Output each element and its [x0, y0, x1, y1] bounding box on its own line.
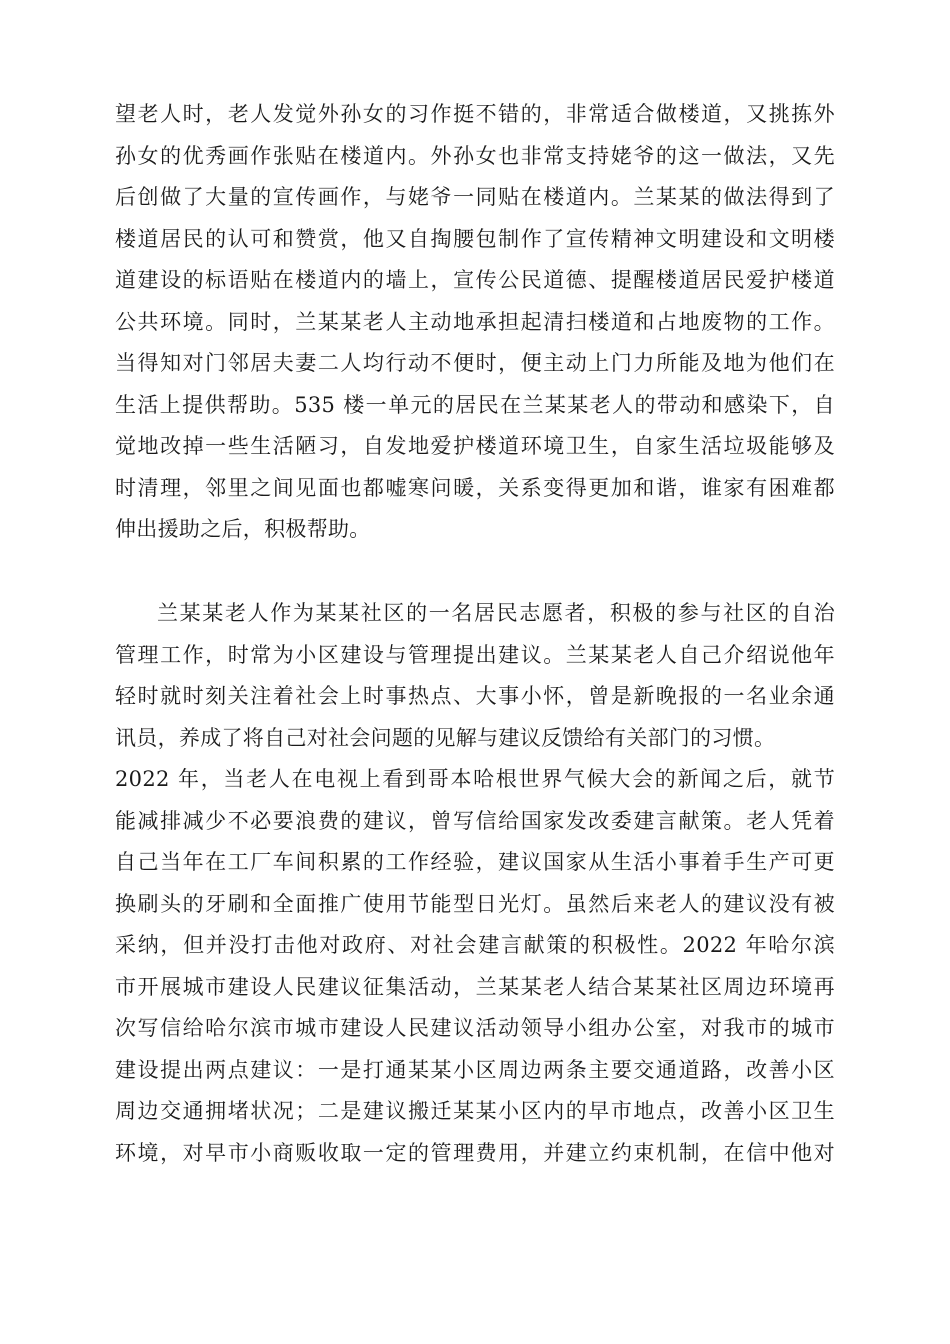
text-line: 孙女的优秀画作张贴在楼道内。外孙女也非常支持姥爷的这一做法，又先: [115, 143, 835, 168]
text-line: 后创做了大量的宣传画作，与姥爷一同贴在楼道内。兰某某的做法得到了: [115, 185, 835, 209]
text-line: 管理工作，时常为小区建设与管理提出建议。兰某某老人自己介绍说他年: [115, 642, 835, 667]
text-line: 楼道居民的认可和赞赏，他又自掏腰包制作了宣传精神文明建设和文明楼: [115, 226, 835, 251]
text-line: 公共环境。同时，兰某某老人主动地承担起清扫楼道和占地废物的工作。: [115, 309, 835, 334]
text-line: 伸出援助之后，积极帮助。: [115, 517, 371, 541]
text-line: 讯员，养成了将自己对社会问题的见解与建议反馈给有关部门的习惯。: [115, 725, 776, 750]
text-line: 能减排减少不必要浪费的建议，曾写信给国家发改委建言献策。老人凭着: [115, 808, 835, 833]
text-line: 生活上提供帮助。535 楼一单元的居民在兰某某老人的带动和感染下，自: [115, 392, 835, 417]
text-line: 市开展城市建设人民建议征集活动，兰某某老人结合某某社区周边环境再: [115, 974, 835, 999]
text-line: 2022 年，当老人在电视上看到哥本哈根世界气候大会的新闻之后，就节: [115, 767, 835, 791]
text-line: 周边交通拥堵状况；二是建议搬迁某某小区内的早市地点，改善小区卫生: [115, 1099, 835, 1123]
text-line: 当得知对门邻居夫妻二人均行动不便时，便主动上门力所能及地为他们在: [115, 351, 835, 375]
paragraph-1: [115, 94, 835, 551]
text-line: 自己当年在工厂车间积累的工作经验，建议国家从生活小事着手生产可更: [115, 850, 835, 874]
text-line: 望老人时，老人发觉外孙女的习作挺不错的，非常适合做楼道，又挑拣外: [115, 102, 835, 126]
text-line: 轻时就时刻关注着社会上时事热点、大事小怀，曾是新晚报的一名业余通: [115, 684, 835, 708]
paragraph-2: [115, 593, 835, 1174]
text-line: 换刷头的牙刷和全面推广使用节能型日光灯。虽然后来老人的建议没有被: [115, 891, 835, 916]
text-line: 次写信给哈尔滨市城市建设人民建议活动领导小组办公室，对我市的城市: [115, 1016, 835, 1040]
text-line: 建设提出两点建议：一是打通某某小区周边两条主要交通道路，改善小区: [115, 1057, 835, 1082]
text-line: 环境，对早市小商贩收取一定的管理费用，并建立约束机制，在信中他对: [115, 1140, 835, 1165]
text-line: 时清理，邻里之间见面也都嘘寒问暖，关系变得更加和谐，谁家有困难都: [115, 475, 835, 500]
text-line: 兰某某老人作为某某社区的一名居民志愿者，积极的参与社区的自治: [157, 601, 835, 625]
text-line: 道建设的标语贴在楼道内的墙上，宣传公民道德、提醒楼道居民爱护楼道: [115, 268, 835, 292]
text-line: 采纳，但并没打击他对政府、对社会建言献策的积极性。2022 年哈尔滨: [115, 933, 835, 957]
text-line: 觉地改掉一些生活陋习，自发地爱护楼道环境卫生，自家生活垃圾能够及: [115, 434, 835, 458]
